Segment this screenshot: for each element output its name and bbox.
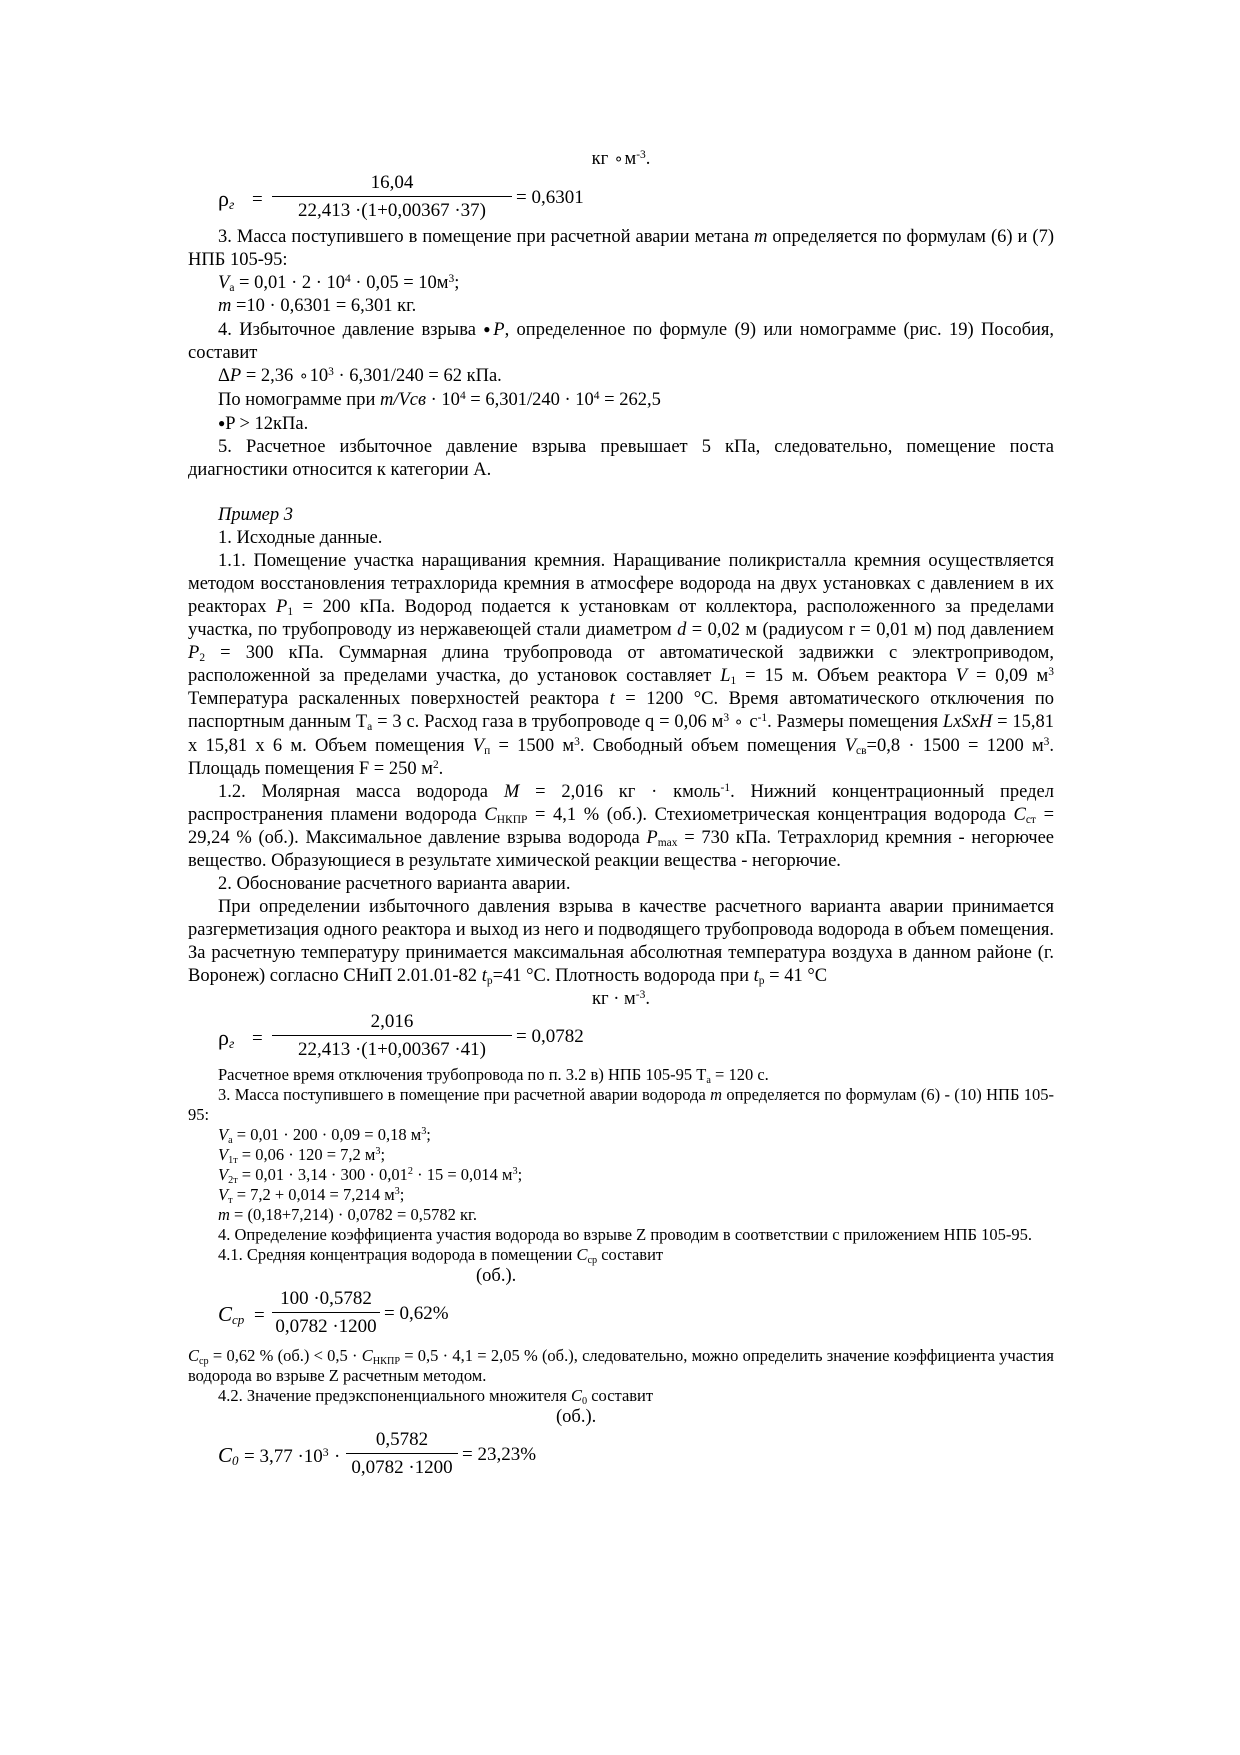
calc-v2t: $V_{2т} = 0,01 \cdot 3,14 \cdot 300 \cdot 0,01^2 \cdot 15 = 0,014$ $м^3$; xyxy=(218,1165,523,1186)
paragraph-3b: 3. Масса поступившего в помещение при расчетной аварии водорода m определяется по формулам (6) - (10) НПБ 105-95: xyxy=(188,1085,1054,1124)
calc-m: m = (0,18+7,214) · 0,0782 = 0,5782 кг. xyxy=(218,1205,477,1224)
nomogram-line: По номограмме при $m/Vсв \cdot 10^4 = 6,301/240 \cdot 10^4 = 262,5$ xyxy=(218,390,661,410)
example-heading: Пример 3 xyxy=(218,505,294,525)
formula-density-methane: $\rho_г$ = 16,04 22,413 ·(1+0,00367 ·37) = 0,6301 xyxy=(218,172,584,221)
formula-ccp: $C_{ср}$ = 100 ·0,5782 0,0782 ·1200 = 0,62% xyxy=(218,1288,449,1337)
calc-v1t: $V_{1т} = 0,06 \cdot 120 = 7,2$ $м^3$; xyxy=(218,1145,386,1166)
formula-c0: $C_0$ = $3,77 \cdot 10^3$ · 0,5782 0,0782 ·1200 = 23,23% xyxy=(218,1429,537,1478)
paragraph-2: При определении избыточного давления взрыва в качестве расчетного варианта аварии принимается разгерметизация одного реактора и выход из него и подводящего трубопровода водорода в объем помещения. За расчетную температуру принимается максимальная абсолютная температура воздуха в данном районе (г. Воронеж) согласно СНиП 2.01.01-82 $t_р=41$ °С. Плотность водорода при $t_р = 41$ °С xyxy=(188,897,1054,987)
ccp-paragraph: $C_{ср} = 0,62$ % $(об.) < 0,5 \cdot C_{НКПР} = 0,5 \cdot 4,1 = 2,05$ % (об.), следовательно, можно определить значение коэффициента участия водорода во взрыве Z расчетным методом. xyxy=(188,1346,1054,1385)
paragraph-1-1: 1.1. Помещение участка наращивания кремния. Наращивание поликристалла кремния осуществляется методом восстановления тетрахлорида кремния в атмосфере водорода на двух установках с давлением в их реакторах $P_1 = 200$ кПа. Водород подается к установкам от коллектора, расположенного за пределами участка, по трубопроводу из нержавеющей стали диаметром d = 0,02 м (радиусом r = 0,01 м) под давлением $P_2 = 300$ кПа. Суммарная длина трубопровода от автоматической задвижки с электроприводом, расположенной за пределами участка, до установок составляет $L_1 = 15$ м. Объем реактора V = 0,09 $м^3$ Температура раскаленных поверхностей реактора t = 1200 °С. Время автоматического отключения по паспортным данным $Т_а = 3$ с. Расход газа в трубопроводе q = 0,06 $м^3$ ⚬ $с^{-1}$. Размеры помещения LxSxH = 15,81 х 15,81 х 6 м. Объем помещения $V_п = 1500$ $м^3$. Свободный объем помещения $V_{св}=0,8 \cdot 1500 = 1200$ $м^3$. Площадь помещения F = 250 $м^2$. xyxy=(188,551,1055,779)
formula-dp: ΔP = 2,36 $⚬10^3 \cdot 6,301/240 = 62$ кПа. xyxy=(218,366,502,386)
calc-vt: $V_т = 7,2 + 0,014 = 7,214$ $м^3$; xyxy=(218,1185,405,1206)
paragraph-3: 3. Масса поступившего в помещение при расчетной аварии метана m определяется по формулам (6) и (7) НПБ 105-95: xyxy=(188,227,1054,270)
section-1-heading: 1. Исходные данные. xyxy=(218,528,383,548)
unit-ob-1: (об.). xyxy=(476,1266,517,1286)
unit-line: кг $⚬м^{-3}$. xyxy=(591,149,651,169)
pressure-gt: ●P > 12кПа. xyxy=(218,414,309,434)
paragraph-4b: 4. Определение коэффициента участия водорода во взрыве Z проводим в соответствии с приложением НПБ 105-95. xyxy=(218,1225,1032,1244)
paragraph-4-1: 4.1. Средняя концентрация водорода в помещении $C_{ср}$ составит xyxy=(218,1245,664,1266)
calc-va: $V_а = 0,01 \cdot 200 \cdot 0,09 = 0,18$ $м^3$; xyxy=(218,1125,431,1146)
paragraph-4-2: 4.2. Значение предэкспоненциального множителя $C_0$ составит xyxy=(218,1386,654,1407)
paragraph-5: 5. Расчетное избыточное давление взрыва превышает 5 кПа, следовательно, помещение поста диагностики относится к категории А. xyxy=(188,437,1054,480)
formula-va: $V_а = 0,01 \cdot 2 \cdot 10^4 \cdot 0,05 = 10м^3$; xyxy=(218,273,460,294)
unit-ob-2: (об.). xyxy=(556,1407,597,1427)
document-body xyxy=(188,146,1054,1485)
paragraph-4: 4. Избыточное давление взрыва ●P, определенное по формуле (9) или номограмме (рис. 19) Пособия, составит xyxy=(188,320,1055,363)
shutdown-time-line: Расчетное время отключения трубопровода по п. 3.2 в) НПБ 105-95 $Т_а = 120$ с. xyxy=(218,1065,769,1086)
paragraph-1-2: 1.2. Молярная масса водорода M = 2,016 кг · кмоль$^{-1}$. Нижний концентрационный предел распространения пламени водорода $C_{НКПР} = 4,1$ % (об.). Стехиометрическая концентрация водорода $C_{ст} = 29,24$ % (об.). Максимальное давление взрыва водорода $P_{max} = 730$ кПа. Тетрахлорид кремния - негорючее вещество. Образующиеся в результате химической реакции вещества - негорючие. xyxy=(188,782,1055,871)
formula-density-hydrogen: $\rho_г$ = 2,016 22,413 ·(1+0,00367 ·41) = 0,0782 xyxy=(218,1011,584,1060)
section-2-heading: 2. Обоснование расчетного варианта аварии. xyxy=(218,874,571,894)
unit-line-2: кг · $м^{-3}$. xyxy=(592,989,650,1009)
formula-m: m =10 · 0,6301 = 6,301 кг. xyxy=(218,296,417,316)
